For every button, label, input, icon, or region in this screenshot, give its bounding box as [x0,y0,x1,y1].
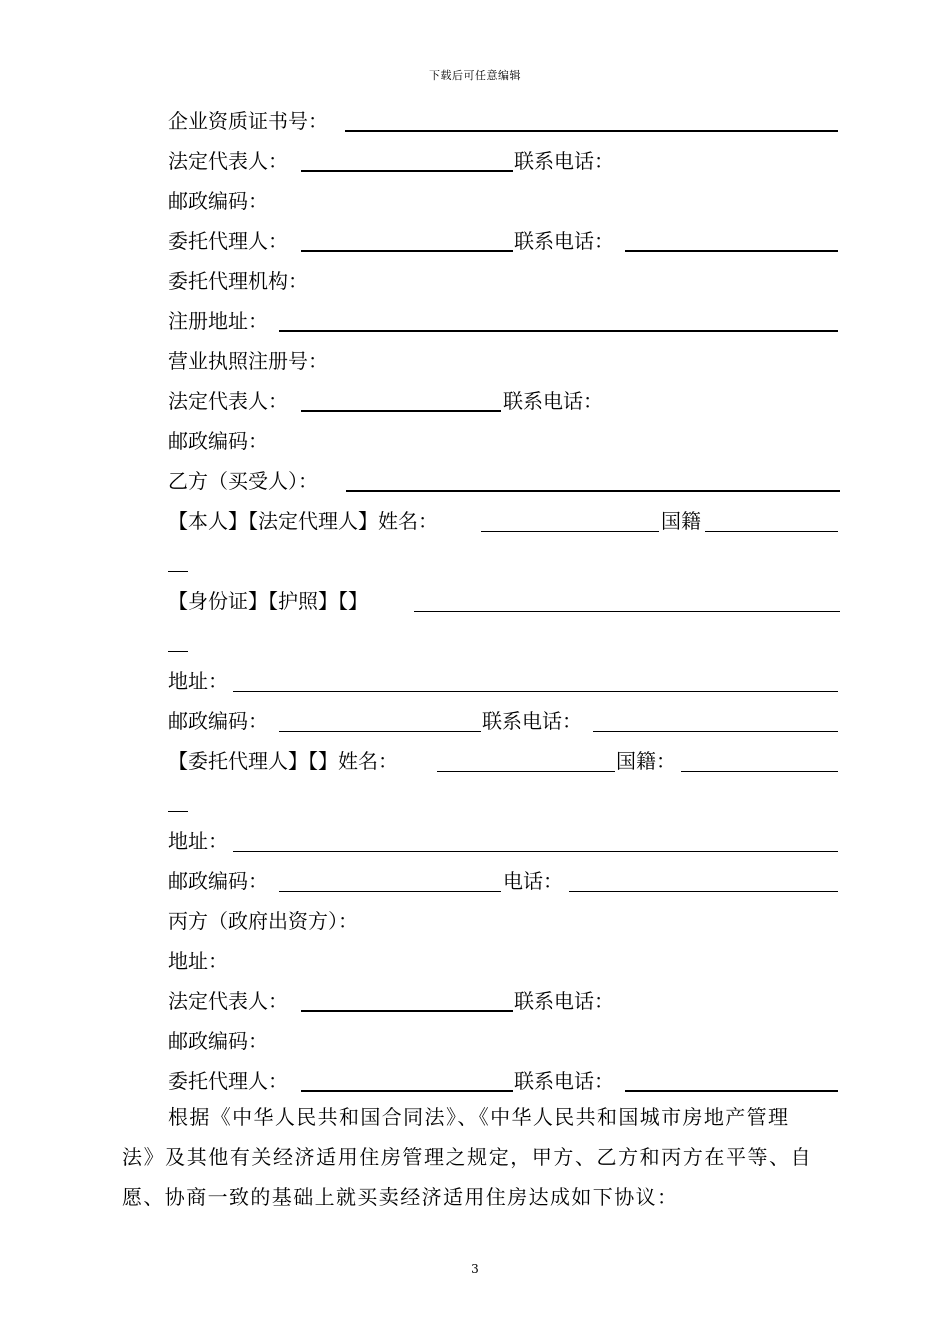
page-header: 下载后可任意编辑 [429,69,521,82]
postcode-label-2: 邮政编码： [168,429,268,453]
nationality-blank-wrap [168,571,188,572]
tel-blank[interactable] [569,891,838,892]
postcode-blank-4[interactable] [279,891,501,892]
legal-rep-blank-3[interactable] [301,1010,513,1012]
agent-nationality-blank-wrap [168,811,188,812]
party-b-label: 乙方（买受人）： [168,469,318,493]
postcode-blank-3[interactable] [279,731,481,732]
agent-name-label: 【委托代理人】【】姓名： [168,749,398,773]
self-name-label: 【本人】【法定代理人】姓名： [168,509,438,533]
agent-label-2: 委托代理人： [168,1069,288,1093]
agent-nationality-label: 国籍： [616,749,676,773]
agency-label: 委托代理机构： [168,269,308,293]
address-blank-2[interactable] [233,851,838,852]
legal-rep-label: 法定代表人： [168,149,288,173]
agent-blank[interactable] [301,250,513,252]
id-number-blank[interactable] [414,611,840,612]
reg-address-blank[interactable] [279,330,838,332]
agent-nationality-blank[interactable] [681,771,838,772]
page-number: 3 [471,1262,479,1276]
address-label-3: 地址： [168,949,228,973]
agent-phone-blank-2[interactable] [625,1090,838,1092]
paragraph-line-2: 法》及其他有关经济适用住房管理之规定，甲方、乙方和丙方在平等、自 [122,1145,813,1169]
agent-phone-blank[interactable] [625,250,838,252]
agent-name-blank[interactable] [437,771,615,772]
self-name-blank[interactable] [481,531,659,532]
postcode-label-3: 邮政编码： [168,709,268,733]
agent-phone-label: 联系电话： [514,229,614,253]
nationality-blank[interactable] [705,531,838,532]
phone-label-4: 联系电话： [514,989,614,1013]
legal-rep-label-2: 法定代表人： [168,389,288,413]
party-b-blank[interactable] [346,490,840,492]
legal-rep-blank-2[interactable] [301,410,501,412]
paragraph-line-1: 根据《中华人民共和国合同法》、《中华人民共和国城市房地产管理 [168,1105,790,1129]
phone-label-2: 联系电话： [503,389,603,413]
paragraph-line-3: 愿、协商一致的基础上就买卖经济适用住房达成如下协议： [122,1185,679,1209]
nationality-label: 国籍 [661,509,701,533]
id-number-blank-wrap [168,651,188,652]
postcode-label-5: 邮政编码： [168,1029,268,1053]
address-blank[interactable] [233,691,838,692]
phone-label: 联系电话： [514,149,614,173]
postcode-label-4: 邮政编码： [168,869,268,893]
address-label-2: 地址： [168,829,228,853]
legal-rep-label-3: 法定代表人： [168,989,288,1013]
enterprise-cert-blank[interactable] [345,130,838,132]
agent-phone-label-2: 联系电话： [514,1069,614,1093]
legal-rep-blank[interactable] [301,170,513,172]
phone-label-3: 联系电话： [482,709,582,733]
agent-label: 委托代理人： [168,229,288,253]
postcode-label: 邮政编码： [168,189,268,213]
phone-blank-3[interactable] [593,731,838,732]
id-type-label: 【身份证】【护照】【】 [168,589,368,613]
enterprise-cert-label: 企业资质证书号： [168,109,328,133]
agent-blank-2[interactable] [301,1090,513,1092]
tel-label: 电话： [503,869,563,893]
address-label: 地址： [168,669,228,693]
license-no-label: 营业执照注册号： [168,349,328,373]
reg-address-label: 注册地址： [168,309,268,333]
party-c-label: 丙方（政府出资方）： [168,909,358,933]
